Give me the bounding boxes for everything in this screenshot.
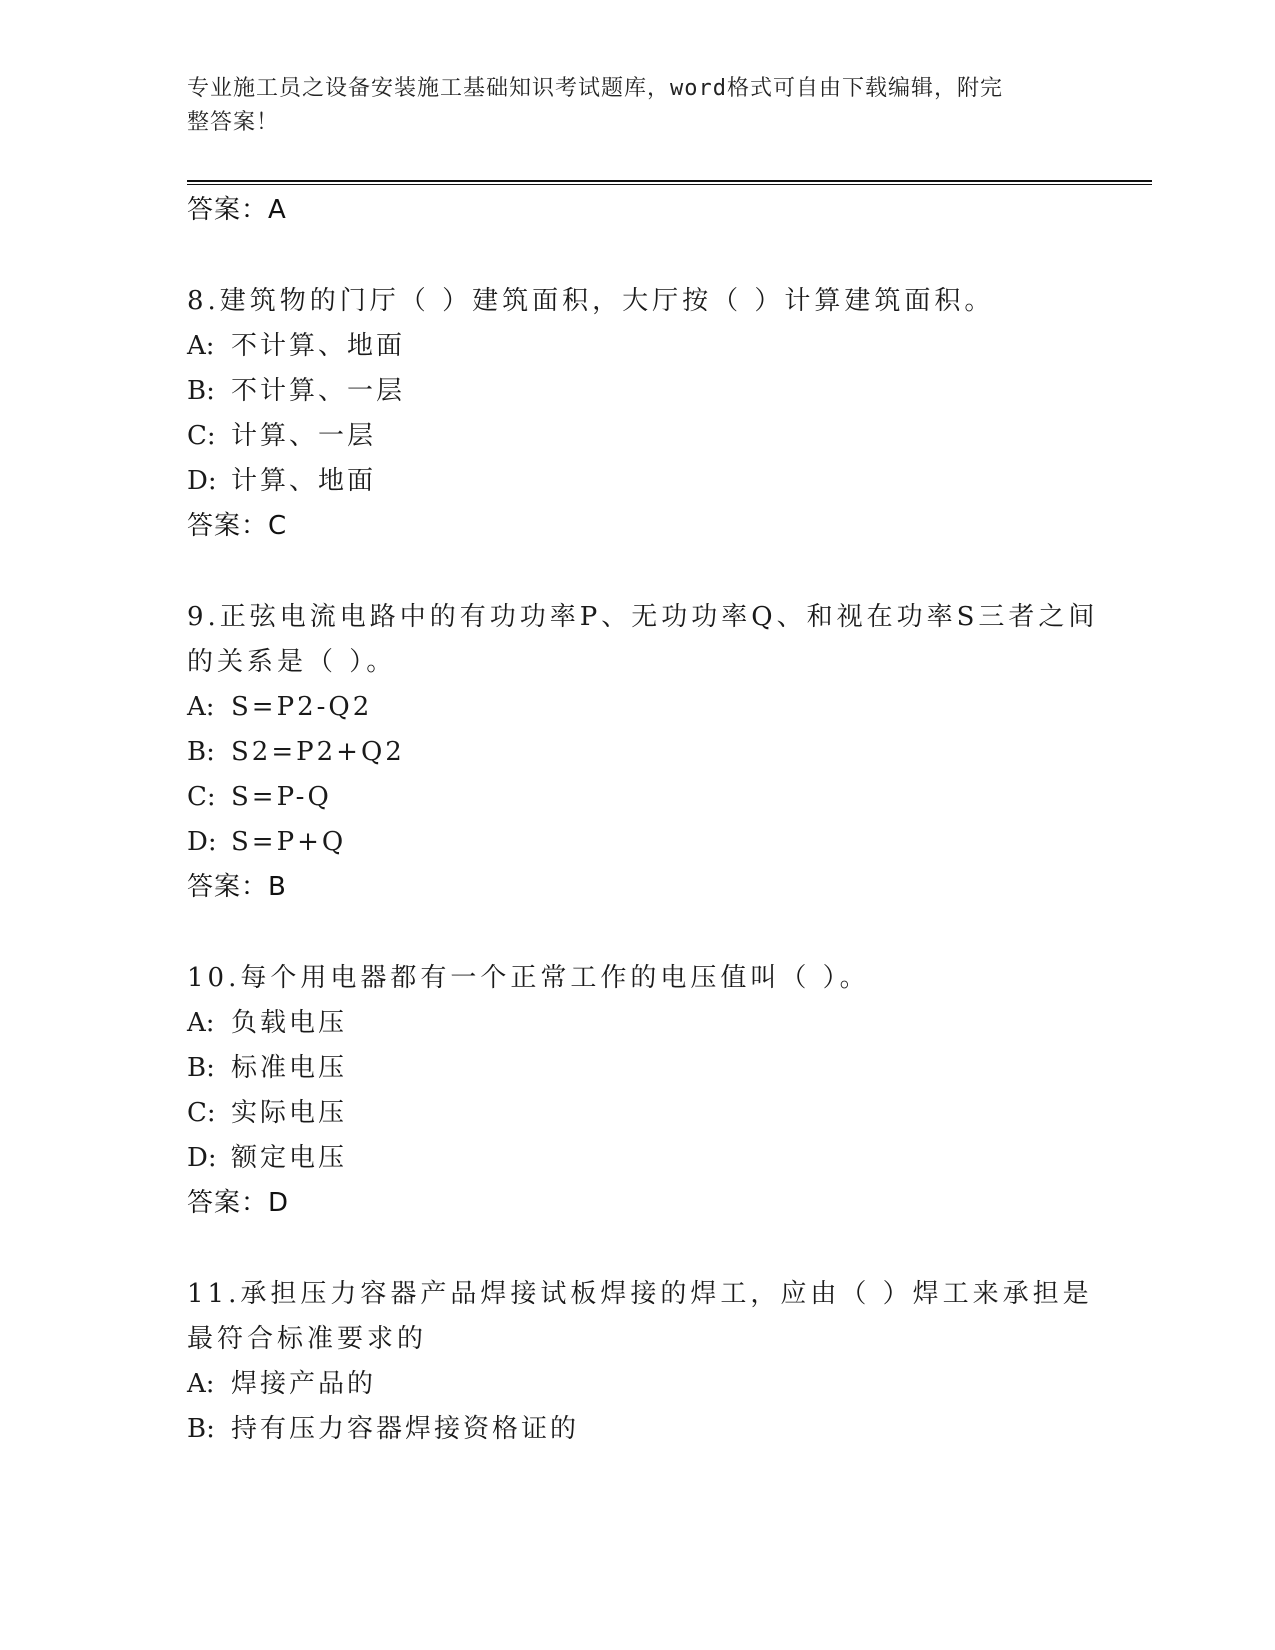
block-gap	[187, 1226, 1087, 1272]
option-item	[187, 324, 1087, 369]
option-text: S2=P2+Q2	[231, 737, 405, 767]
question-text: 10.每个用电器都有一个正常工作的电压值叫（ ）。	[187, 963, 870, 993]
option-text: S=P2-Q2	[231, 692, 373, 722]
document-header	[187, 72, 1067, 140]
option-letter: C:	[187, 782, 216, 812]
option-item	[187, 775, 1087, 820]
option-item	[187, 1091, 1087, 1136]
option-text: 计算、地面	[231, 466, 377, 496]
block-gap	[187, 549, 1087, 595]
option-text: S=P-Q	[231, 782, 332, 812]
option-text: 标准电压	[231, 1053, 348, 1083]
header-line-2: 整答案！	[187, 110, 280, 135]
option-letter: A:	[187, 1008, 215, 1038]
option-item	[187, 685, 1087, 730]
option-item	[187, 414, 1087, 459]
header-divider-thin	[187, 184, 1152, 185]
header-divider-thick	[187, 180, 1152, 182]
option-text: S=P+Q	[231, 827, 347, 857]
option-text: 持有压力容器焊接资格证的	[231, 1414, 580, 1444]
option-letter: A:	[187, 1369, 215, 1399]
block-gap	[187, 233, 1087, 279]
option-text: 实际电压	[231, 1098, 348, 1128]
option-item	[187, 820, 1087, 865]
option-text: 额定电压	[231, 1143, 348, 1173]
option-item	[187, 459, 1087, 504]
answer-line: 答案：B	[187, 872, 287, 902]
option-letter: B:	[187, 1414, 215, 1444]
question-list	[187, 188, 1099, 1452]
question-text: 11.承担压力容器产品焊接试板焊接的焊工，应由（ ）焊工来承担是	[187, 1279, 1093, 1309]
option-text: 计算、一层	[231, 421, 377, 451]
answer-line: 答案：A	[187, 195, 287, 225]
option-text: 焊接产品的	[231, 1369, 377, 1399]
option-item	[187, 1001, 1087, 1046]
answer-line: 答案：D	[187, 1188, 290, 1218]
block-gap	[187, 910, 1087, 956]
option-letter: C:	[187, 421, 216, 451]
option-item	[187, 1046, 1087, 1091]
option-item	[187, 730, 1087, 775]
option-text: 不计算、地面	[231, 331, 406, 361]
option-letter: D:	[187, 1143, 217, 1173]
question-text: 最符合标准要求的	[187, 1324, 428, 1354]
answer-line: 答案：C	[187, 511, 288, 541]
option-letter: B:	[187, 1053, 215, 1083]
option-text: 不计算、一层	[231, 376, 406, 406]
option-letter: B:	[187, 737, 215, 767]
question-text: 9.正弦电流电路中的有功功率P、无功功率Q、和视在功率S三者之间	[187, 602, 1099, 632]
question-text: 8.建筑物的门厅（ ）建筑面积，大厅按（ ）计算建筑面积。	[187, 286, 995, 316]
option-item	[187, 369, 1087, 414]
question-text: 的关系是（ ）。	[187, 647, 397, 677]
option-letter: A:	[187, 331, 215, 361]
option-letter: A:	[187, 692, 215, 722]
option-item	[187, 1362, 1087, 1407]
option-item	[187, 1136, 1087, 1181]
option-item	[187, 1407, 1087, 1452]
option-text: 负载电压	[231, 1008, 348, 1038]
header-line-1: 专业施工员之设备安装施工基础知识考试题库，word格式可自由下载编辑，附完	[187, 76, 1003, 101]
option-letter: D:	[187, 827, 217, 857]
option-letter: B:	[187, 376, 215, 406]
option-letter: D:	[187, 466, 217, 496]
option-letter: C:	[187, 1098, 216, 1128]
